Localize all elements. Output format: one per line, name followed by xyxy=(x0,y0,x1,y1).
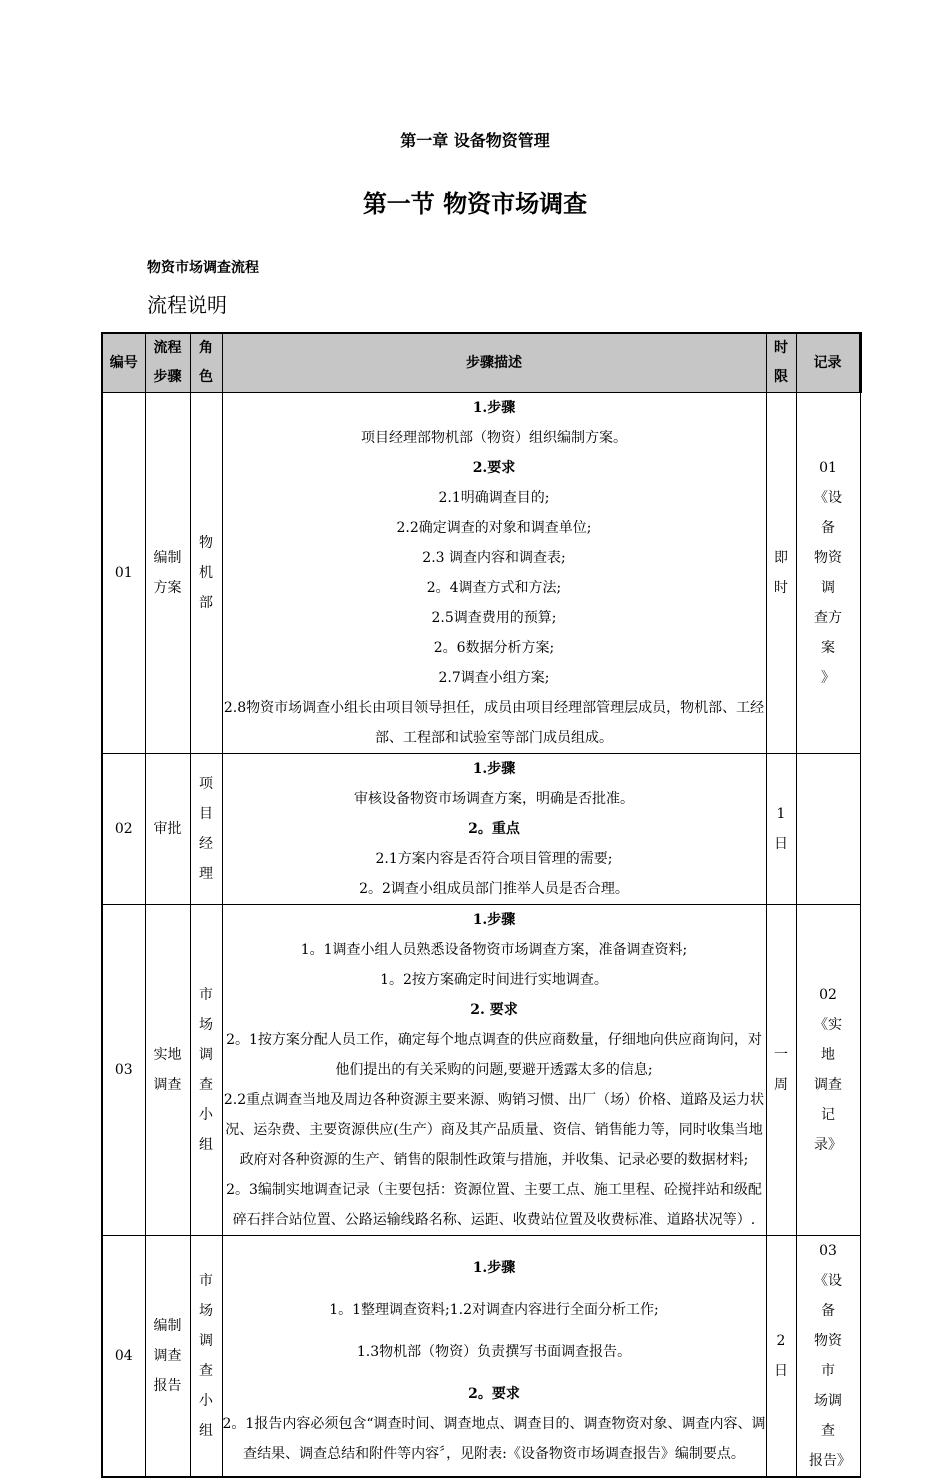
description-line: 2.2重点调查当地及周边各种资源主要来源、购销习惯、出厂（场）价格、道路及运力状况、运杂费、主要资源供应(生产）商及其产品质量、资信、销售能力等，同时收集当地政府对各种资源的生产、销售的限制性政策与措施，并收集、记录必要的数据材料; xyxy=(223,1092,765,1168)
description-line: 2.5调查费用的预算; xyxy=(431,610,557,626)
row-number: 01 xyxy=(102,393,145,754)
record-label: 01 《设备 物资调 查方案 》 xyxy=(814,460,842,686)
row-description xyxy=(222,754,766,905)
row-description xyxy=(222,905,766,1236)
flow-title: 物资市场调查流程 xyxy=(147,260,259,276)
description-line: 2。1报告内容必须包含“调查时间、调查地点、调查目的、调查物资对象、调查内容、调查结果、调查总结和附件等内容〞，见附表:《设备物资市场调查报告》编制要点。 xyxy=(222,1416,766,1462)
chapter-title: 第一章 设备物资管理 xyxy=(400,131,550,150)
row-role: 市 场 调 查 小 组 xyxy=(190,1236,222,1478)
row-record xyxy=(796,1236,860,1478)
row-role: 项 目 经 理 xyxy=(190,754,222,905)
row-description xyxy=(222,393,766,754)
description-line: 2。重点 xyxy=(468,821,520,837)
description-line: 2.7调查小组方案; xyxy=(438,670,550,686)
description-line: 2。3编制实地调查记录（主要包括：资源位置、主要工点、施工里程、砼搅拌站和级配碎石拌合站位置、公路运输线路名称、运距、收费站位置及收费标准、道路状况等）. xyxy=(226,1182,762,1228)
description-line: 1。2按方案确定时间进行实地调查。 xyxy=(380,972,608,988)
row-record xyxy=(796,393,860,754)
description-line: 2.2确定调查的对象和调查单位; xyxy=(396,520,592,536)
description-line: 1.步骤 xyxy=(472,1260,516,1276)
description-line: 1。1调查小组人员熟悉设备物资市场调查方案，准备调查资料; xyxy=(300,942,688,958)
description-line: 1.步骤 xyxy=(472,400,516,416)
description-line: 2.1明确调查目的; xyxy=(438,490,550,506)
row-role: 市 场 调 查 小 组 xyxy=(190,905,222,1236)
description-line: 2。6数据分析方案; xyxy=(433,640,555,656)
header-description: 步骤描述 xyxy=(222,333,766,393)
row-record xyxy=(796,754,860,905)
description-line: 2。要求 xyxy=(468,1386,520,1402)
description-line: 2.8物资市场调查小组长由项目领导担任，成员由项目经理部管理层成员，物机部、工经部、工程部和试验室等部门成员组成。 xyxy=(223,700,765,746)
header-record: 记录 xyxy=(796,333,860,393)
description-line: 2。4调查方式和方法; xyxy=(426,580,562,596)
description-line: 2.1方案内容是否符合项目管理的需要; xyxy=(375,851,613,867)
header-role: 角 色 xyxy=(190,333,222,393)
description-line: 1.步骤 xyxy=(472,912,516,928)
header-time-limit: 时 限 xyxy=(766,333,796,393)
row-number: 03 xyxy=(102,905,145,1236)
row-step: 编制 调查 报告 xyxy=(145,1236,190,1478)
row-time-limit: 2 日 xyxy=(766,1236,796,1478)
description-line: 1。1整理调查资料;1.2对调查内容进行全面分析工作; xyxy=(329,1302,659,1318)
row-number: 04 xyxy=(102,1236,145,1478)
row-record xyxy=(796,905,860,1236)
table-row xyxy=(102,393,860,754)
row-number: 02 xyxy=(102,754,145,905)
description-line: 项目经理部物机部（物资）组织编制方案。 xyxy=(361,430,627,446)
row-time-limit: 一 周 xyxy=(766,905,796,1236)
process-table xyxy=(101,332,862,1478)
row-step: 编制 方案 xyxy=(145,393,190,754)
description-line: 2。1按方案分配人员工作，确定每个地点调查的供应商数量，仔细地向供应商询问，对他们提出的有关采购的问题,要避开透露太多的信息; xyxy=(226,1032,762,1078)
description-line: 1.3物机部（物资）负责撰写书面调查报告。 xyxy=(356,1344,632,1360)
row-role: 物 机 部 xyxy=(190,393,222,754)
row-step: 实地 调查 xyxy=(145,905,190,1236)
description-line: 2。2调查小组成员部门推举人员是否合理。 xyxy=(359,881,629,897)
description-line: 2. 要求 xyxy=(470,1002,518,1018)
header-step: 流程 步骤 xyxy=(145,333,190,393)
flow-description-heading: 流程说明 xyxy=(147,293,227,317)
description-line: 2.3 调查内容和调查表; xyxy=(422,550,566,566)
description-line: 审核设备物资市场调查方案，明确是否批准。 xyxy=(354,791,634,807)
table-row xyxy=(102,754,860,905)
description-line: 1.步骤 xyxy=(472,761,516,777)
table-header-row xyxy=(102,333,860,393)
row-description xyxy=(222,1236,766,1478)
section-title: 第一节 物资市场调查 xyxy=(362,190,588,218)
description-line: 2.要求 xyxy=(472,460,516,476)
table-row xyxy=(102,905,860,1236)
row-time-limit: 1 日 xyxy=(766,754,796,905)
table-row xyxy=(102,1236,860,1478)
header-number: 编号 xyxy=(102,333,145,393)
record-label: 03 《设备 物资市 场调查 报告》 xyxy=(809,1243,851,1469)
row-time-limit: 即 时 xyxy=(766,393,796,754)
row-step: 审批 xyxy=(145,754,190,905)
record-label: 02 《实地 调查记 录》 xyxy=(814,987,842,1153)
